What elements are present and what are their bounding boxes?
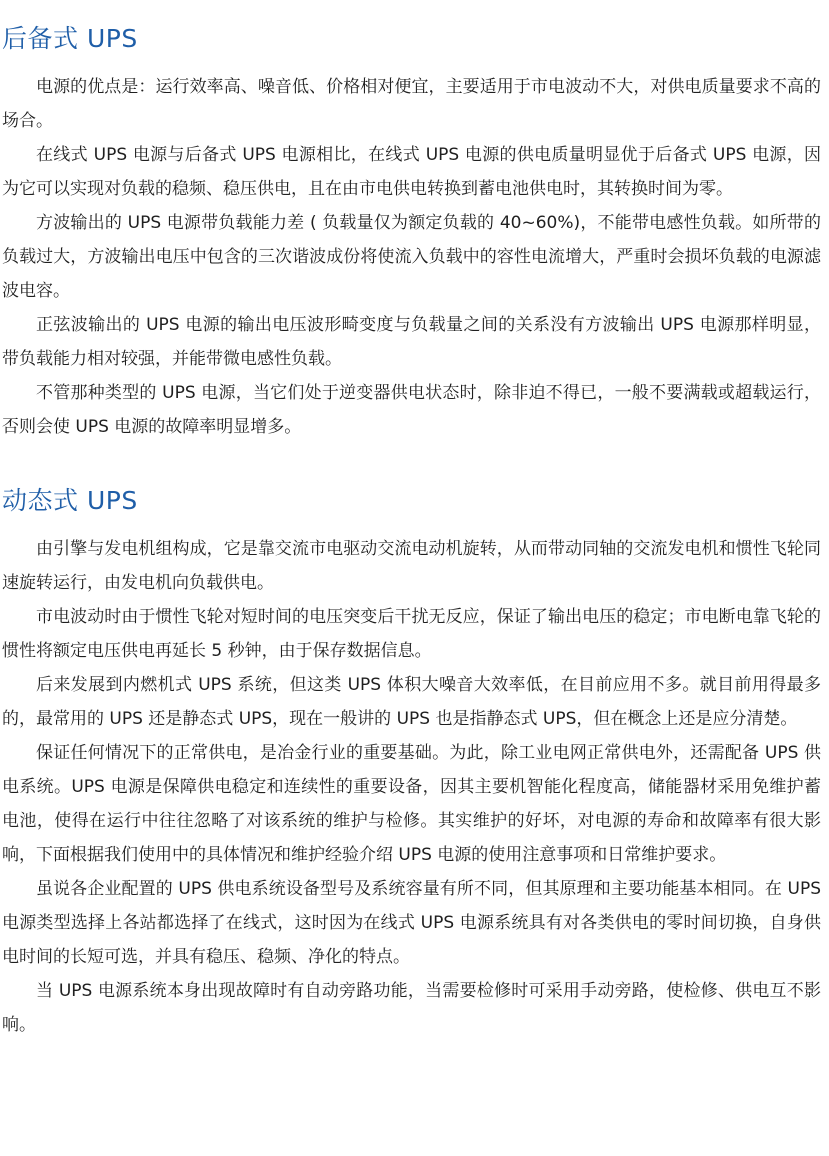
section-title: 动态式 UPS [2, 486, 138, 515]
paragraph: 不管那种类型的 UPS 电源，当它们处于逆变器供电状态时，除非迫不得已，一般不要满载或超载运行，否则会使 UPS 电源的故障率明显增多。 [2, 383, 821, 437]
paragraph: 虽说各企业配置的 UPS 供电系统设备型号及系统容量有所不同，但其原理和主要功能基本相同。在 UPS 电源类型选择上各站都选择了在线式，这时因为在线式 UPS 电源系统具有对各类供电的零时间切换，自身供电时间的长短可选，并具有稳压、稳频、净化的特点。 [2, 879, 821, 967]
paragraph: 保证任何情况下的正常供电，是冶金行业的重要基础。为此，除工业电网正常供电外，还需配备 UPS 供电系统。UPS 电源是保障供电稳定和连续性的重要设备，因其主要机智能化程度高，储能器材采用免维护蓄电池，使得在运行中往往忽略了对该系统的维护与检修。其实维护的好坏，对电源的寿命和故障率有很大影响，下面根据我们使用中的具体情况和维护经验介绍 UPS 电源的使用注意事项和日常维护要求。 [2, 743, 821, 865]
document [2, 22, 821, 1042]
section-dynamic-ups [2, 484, 821, 1042]
paragraph: 后来发展到内燃机式 UPS 系统，但这类 UPS 体积大噪音大效率低，在目前应用不多。就目前用得最多的，最常用的 UPS 还是静态式 UPS，现在一般讲的 UPS 也是指静态式 UPS，但在概念上还是应分清楚。 [2, 675, 821, 729]
paragraph: 正弦波输出的 UPS 电源的输出电压波形畸变度与负载量之间的关系没有方波输出 UPS 电源那样明显，带负载能力相对较强，并能带微电感性负载。 [2, 315, 821, 369]
paragraph: 由引擎与发电机组构成，它是靠交流市电驱动交流电动机旋转，从而带动同轴的交流发电机和惯性飞轮同速旋转运行，由发电机向负载供电。 [2, 539, 821, 593]
paragraph: 市电波动时由于惯性飞轮对短时间的电压突变后干扰无反应，保证了输出电压的稳定；市电断电靠飞轮的惯性将额定电压供电再延长 5 秒钟，由于保存数据信息。 [2, 607, 821, 661]
paragraph: 当 UPS 电源系统本身出现故障时有自动旁路功能，当需要检修时可采用手动旁路，使检修、供电互不影响。 [2, 981, 821, 1035]
paragraph: 方波输出的 UPS 电源带负载能力差 ( 负载量仅为额定负载的 40~60%)，不能带电感性负载。如所带的负载过大，方波输出电压中包含的三次谐波成份将使流入负载中的容性电流增大，严重时会损坏负载的电源滤波电容。 [2, 213, 821, 301]
paragraph: 电源的优点是：运行效率高、噪音低、价格相对便宜，主要适用于市电波动不大，对供电质量要求不高的场合。 [2, 77, 821, 131]
section-title: 后备式 UPS [2, 24, 138, 53]
paragraph: 在线式 UPS 电源与后备式 UPS 电源相比，在线式 UPS 电源的供电质量明显优于后备式 UPS 电源，因为它可以实现对负载的稳频、稳压供电，且在由市电供电转换到蓄电池供电时，其转换时间为零。 [2, 145, 821, 199]
section-standby-ups [2, 22, 821, 444]
